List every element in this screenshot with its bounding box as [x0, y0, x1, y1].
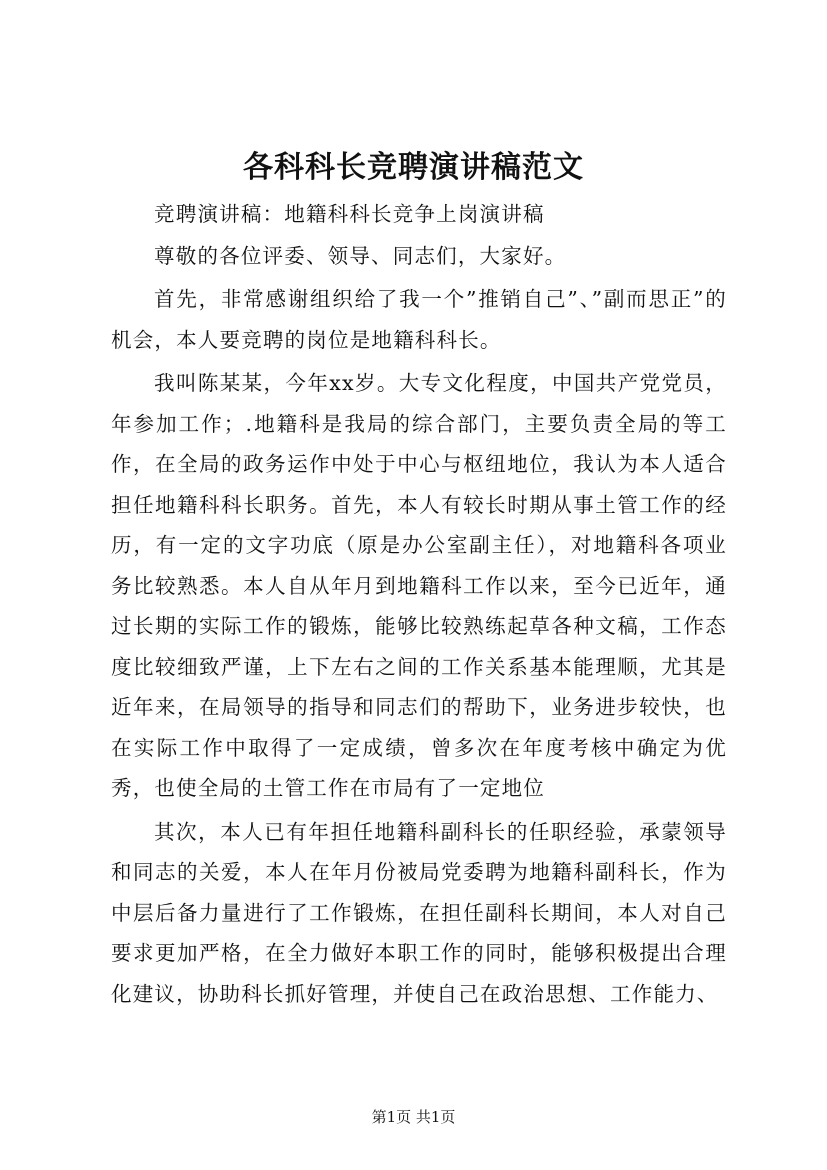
page-footer: 第1页 共1页 — [371, 1108, 456, 1126]
paragraph-background: 我叫陈某某，今年xx岁。大专文化程度，中国共产党党员，年参加工作；.地籍科是我局的综合部门，主要负责全局的等工作，在全局的政务运作中处于中心与枢纽地位，我认为本人适合担任地籍科科长职务。首先，本人有较长时期从事土管工作的经历，有一定的文字功底（原是办公室副主任），对地籍科各项业务比较熟悉。本人自从年月到地籍科工作以来，至今已近年，通过长期的实际工作的锻炼，能够比较熟练起草各种文稿，工作态度比较细致严谨，上下左右之间的工作关系基本能理顺，尤其是近年来，在局领导的指导和同志们的帮助下，业务进步较快，也在实际工作中取得了一定成绩，曾多次在年度考核中确定为优秀，也使全局的土管工作在市局有了一定地位 — [111, 371, 727, 800]
paragraph-subtitle: 竞聘演讲稿：地籍科科长竞争上岗演讲稿 — [154, 202, 545, 226]
paragraph-intro: 首先，非常感谢组织给了我一个”推销自己”、”副而思正”的机会，本人要竞聘的岗位是地籍科科长。 — [111, 287, 727, 352]
paragraph-experience: 其次，本人已有年担任地籍科副科长的任职经验，承蒙领导和同志的关爱，本人在年月份被局党委聘为地籍科副科长，作为中层后备力量进行了工作锻炼，在担任副科长期间，本人对自己要求更加严格，在全力做好本职工作的同时，能够积极提出合理化建议，协助科长抓好管理，并使自己在政治思想、工作能力、 — [111, 819, 727, 1006]
paragraph-greeting: 尊敬的各位评委、领导、同志们，大家好。 — [154, 243, 567, 268]
document-body — [111, 194, 727, 1014]
document-title: 各科科长竞聘演讲稿范文 — [243, 150, 584, 185]
